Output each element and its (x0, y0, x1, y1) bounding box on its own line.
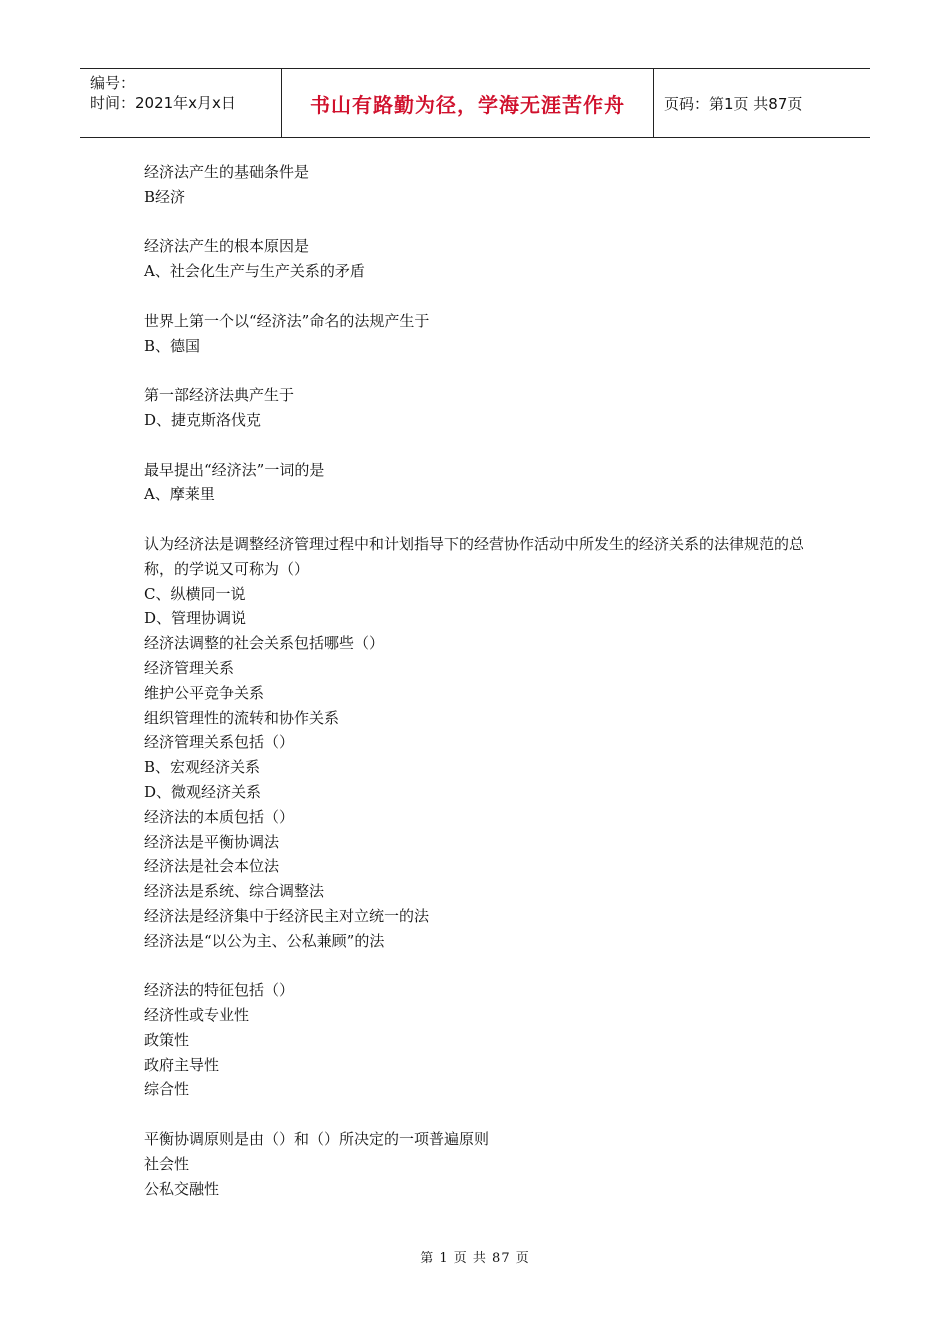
blank-line (144, 210, 824, 235)
text-line: 维护公平竞争关系 (144, 683, 265, 702)
time-label: 时间：2021年x月x日 (90, 94, 236, 112)
header-page-cell (654, 69, 870, 137)
text-line: 经济法是平衡协调法 (144, 832, 280, 851)
header-meta-cell (80, 69, 282, 137)
text-line: B经济 (144, 187, 186, 206)
text-line: 世界上第一个以“经济法”命名的法规产生于 (144, 311, 430, 330)
text-line: 经济法是社会本位法 (144, 857, 280, 876)
text-line: 经济法产生的基础条件是 (144, 163, 310, 181)
text-line: A、摩莱里 (144, 485, 215, 504)
blank-line (144, 1102, 824, 1127)
text-line: 经济法产生的根本原因是 (144, 237, 310, 256)
text-line: 最早提出“经济法”一词的是 (144, 460, 325, 479)
text-line: 经济法是系统、综合调整法 (144, 882, 325, 901)
text-line: 经济法的特征包括（） (144, 981, 295, 1000)
text-line: 平衡协调原则是由（）和（）所决定的一项普遍原则 (144, 1130, 490, 1149)
text-line: 综合性 (144, 1080, 190, 1099)
text-line: C、纵横同一说 (144, 584, 246, 603)
text-line: D、捷克斯洛伐克 (144, 410, 262, 429)
page-footer: 第 1 页 共 87 页 (420, 1251, 530, 1266)
blank-line (144, 954, 824, 979)
text-line: A、社会化生产与生产关系的矛盾 (144, 262, 365, 281)
text-line: 政府主导性 (144, 1055, 220, 1074)
blank-line (144, 433, 824, 458)
text-line: 经济性或专业性 (144, 1006, 250, 1025)
text-line: 经济管理关系 (144, 658, 235, 677)
text-line: 社会性 (144, 1154, 190, 1173)
text-line: 第一部经济法典产生于 (144, 386, 295, 405)
document-body (144, 160, 824, 1201)
text-line: 组织管理性的流转和协作关系 (144, 708, 340, 727)
text-line: 经济管理关系包括（） (144, 733, 295, 752)
blank-line (144, 358, 824, 383)
text-line: 经济法调整的社会关系包括哪些（） (144, 634, 385, 653)
text-line: 经济法的本质包括（） (144, 807, 295, 826)
header-motto-cell (282, 69, 654, 137)
text-line: 政策性 (144, 1030, 190, 1049)
text-line: B、德国 (144, 336, 201, 355)
text-line: B、宏观经济关系 (144, 758, 261, 777)
blank-line (144, 284, 824, 309)
text-line: 公私交融性 (144, 1179, 220, 1198)
page-info: 页码：第1页 共87页 (664, 94, 803, 113)
text-line: 经济法是“以公为主、公私兼顾”的法 (144, 931, 385, 950)
number-label: 编号： (90, 74, 136, 92)
text-line: D、微观经济关系 (144, 782, 262, 801)
blank-line (144, 507, 824, 532)
text-line: D、管理协调说 (144, 609, 247, 628)
page-header (80, 68, 870, 138)
motto-text: 书山有路勤为径，学海无涯苦作舟 (310, 92, 625, 117)
text-line: 认为经济法是调整经济管理过程中和计划指导下的经营协作活动中所发生的经济关系的法律规范的总称，的学说又可称为（） (144, 534, 805, 578)
text-line: 经济法是经济集中于经济民主对立统一的法 (144, 906, 430, 925)
